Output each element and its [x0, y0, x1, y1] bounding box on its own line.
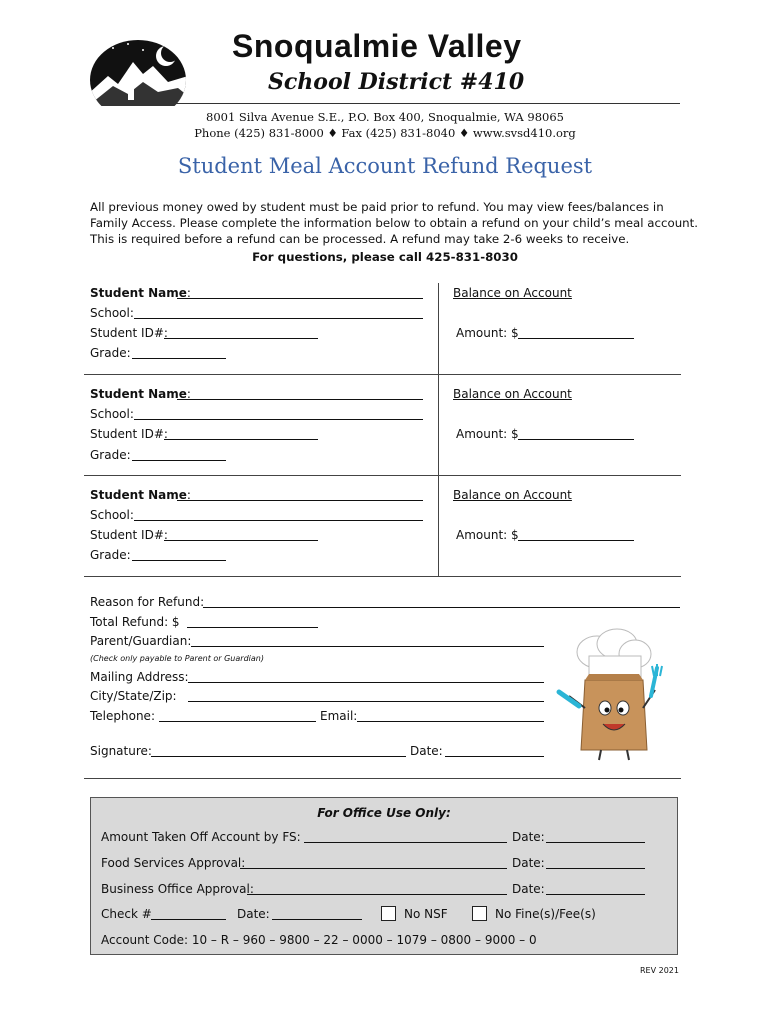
grade-field[interactable]	[132, 560, 226, 561]
intro-line: This is required before a refund can be processed. A refund may take 2-6 weeks to receive.	[90, 232, 630, 246]
student-name-field[interactable]	[177, 298, 423, 299]
student-name-label: Student Name:	[90, 286, 191, 300]
divider	[84, 475, 681, 476]
header-rule	[118, 103, 680, 104]
school-label: School:	[90, 407, 134, 421]
questions-line: For questions, please call 425-831-8030	[252, 250, 518, 264]
mailing-field[interactable]	[188, 682, 544, 683]
office-date-field[interactable]	[546, 842, 645, 843]
check-date-field[interactable]	[272, 919, 362, 920]
school-field[interactable]	[134, 318, 423, 319]
divider	[84, 778, 681, 779]
amount-taken-field[interactable]	[304, 842, 507, 843]
student-id-field[interactable]	[164, 439, 318, 440]
district-logo	[88, 36, 188, 106]
balance-label: Balance on Account	[453, 286, 572, 300]
divider	[84, 374, 681, 375]
grade-field[interactable]	[132, 460, 226, 461]
intro-text	[90, 199, 698, 247]
amount-label: Amount: $	[456, 528, 519, 542]
school-label: School:	[90, 508, 134, 522]
district-contact: Phone (425) 831-8000 ♦ Fax (425) 831-8040 ♦ www.svsd410.org	[194, 126, 576, 140]
reason-field[interactable]	[203, 607, 680, 608]
email-label: Email:	[320, 709, 358, 723]
business-office-field[interactable]	[247, 894, 507, 895]
grade-label: Grade:	[90, 448, 131, 462]
signature-field[interactable]	[151, 756, 406, 757]
grade-label: Grade:	[90, 548, 131, 562]
school-field[interactable]	[134, 419, 423, 420]
food-services-label: Food Services Approval:	[101, 856, 246, 870]
divider	[84, 576, 681, 577]
amount-field[interactable]	[518, 338, 634, 339]
telephone-label: Telephone:	[90, 709, 155, 723]
district-name: Snoqualmie Valley	[232, 28, 522, 64]
student-id-field[interactable]	[164, 540, 318, 541]
office-date-field[interactable]	[546, 868, 645, 869]
balance-label: Balance on Account	[453, 488, 572, 502]
office-date-label: Date:	[512, 882, 545, 896]
mailing-label: Mailing Address:	[90, 670, 189, 684]
chef-bag-illustration	[555, 628, 670, 763]
amount-field[interactable]	[518, 540, 634, 541]
telephone-field[interactable]	[159, 721, 316, 722]
parent-field[interactable]	[191, 646, 544, 647]
office-use-title: For Office Use Only:	[317, 806, 451, 820]
student-name-field[interactable]	[177, 500, 423, 501]
amount-label: Amount: $	[456, 326, 519, 340]
office-use-box	[90, 797, 678, 955]
reason-label: Reason for Refund:	[90, 595, 205, 609]
no-nsf-label: No NSF	[404, 907, 448, 921]
balance-label: Balance on Account	[453, 387, 572, 401]
office-date-label: Date:	[512, 830, 545, 844]
student-id-label: Student ID#:	[90, 528, 168, 542]
student-name-field[interactable]	[177, 399, 423, 400]
amount-taken-label: Amount Taken Off Account by FS:	[101, 830, 301, 844]
payable-note: (Check only payable to Parent or Guardian)	[90, 654, 264, 663]
revision-label: REV 2021	[640, 966, 679, 975]
intro-line: All previous money owed by student must be paid prior to refund. You may view fees/balances in	[90, 200, 664, 214]
city-label: City/State/Zip:	[90, 689, 177, 703]
office-date-field[interactable]	[546, 894, 645, 895]
grade-field[interactable]	[132, 358, 226, 359]
office-date-label: Date:	[512, 856, 545, 870]
no-nsf-checkbox[interactable]	[381, 906, 396, 921]
grade-label: Grade:	[90, 346, 131, 360]
email-field[interactable]	[357, 721, 544, 722]
student-id-label: Student ID#:	[90, 427, 168, 441]
school-field[interactable]	[134, 520, 423, 521]
student-id-field[interactable]	[164, 338, 318, 339]
account-code: Account Code: 10 – R – 960 – 9800 – 22 – 0000 – 1079 – 0800 – 9000 – 0	[101, 933, 537, 947]
district-address: 8001 Silva Avenue S.E., P.O. Box 400, Snoqualmie, WA 98065	[206, 110, 564, 124]
student-name-label: Student Name:	[90, 488, 191, 502]
total-refund-label: Total Refund: $	[90, 615, 180, 629]
signature-date-field[interactable]	[445, 756, 544, 757]
signature-label: Signature:	[90, 744, 152, 758]
amount-field[interactable]	[518, 439, 634, 440]
district-number: School District #410	[268, 69, 525, 95]
school-label: School:	[90, 306, 134, 320]
check-number-label: Check #	[101, 907, 152, 921]
student-id-label: Student ID#:	[90, 326, 168, 340]
city-field[interactable]	[188, 701, 544, 702]
food-services-field[interactable]	[240, 868, 507, 869]
signature-date-label: Date:	[410, 744, 443, 758]
business-office-label: Business Office Approval:	[101, 882, 254, 896]
no-fines-checkbox[interactable]	[472, 906, 487, 921]
amount-label: Amount: $	[456, 427, 519, 441]
no-fines-label: No Fine(s)/Fee(s)	[495, 907, 596, 921]
check-date-label: Date:	[237, 907, 270, 921]
total-refund-field[interactable]	[187, 627, 318, 628]
page-title: Student Meal Account Refund Request	[177, 154, 593, 178]
column-divider	[438, 283, 439, 577]
parent-label: Parent/Guardian:	[90, 634, 192, 648]
check-number-field[interactable]	[151, 919, 226, 920]
student-name-label: Student Name:	[90, 387, 191, 401]
intro-line: Family Access. Please complete the information below to obtain a refund on your child’s meal account.	[90, 216, 699, 230]
